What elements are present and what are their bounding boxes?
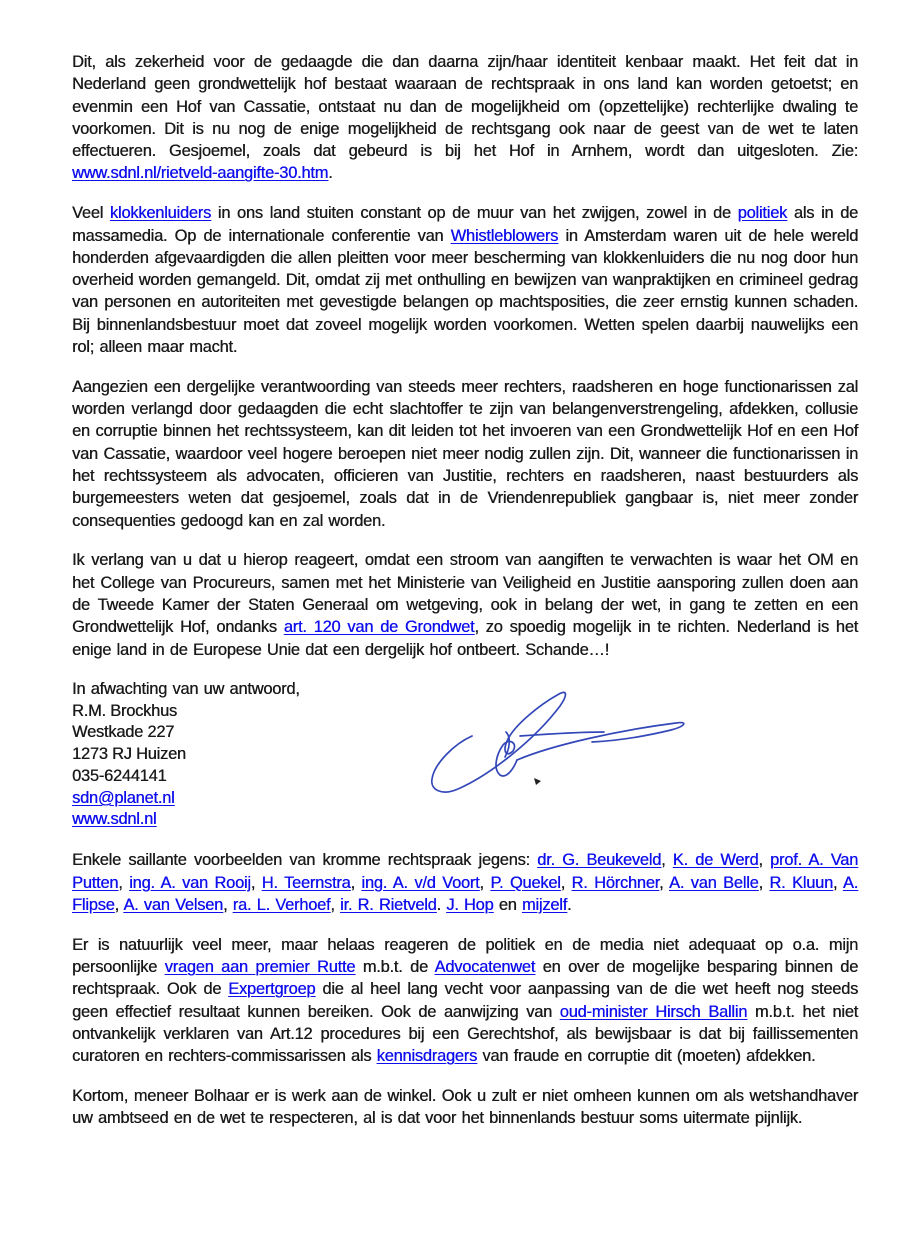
hyperlink[interactable]: A. Flipse — [72, 873, 858, 914]
sender-line — [72, 722, 858, 744]
paragraph-politiek-media — [72, 934, 858, 1068]
hyperlink[interactable]: K. de Werd — [672, 851, 759, 870]
text-run: Veel — [72, 204, 110, 223]
sender-contact-block — [72, 701, 858, 831]
text-run: Er is natuurlijk veel meer, maar helaas reageren de politiek en de media niet adequaat op o.a. mijn persoonlijke — [72, 935, 858, 976]
hyperlink[interactable]: Advocatenwet — [434, 957, 536, 976]
text-run: . — [436, 895, 447, 914]
text-run: m.b.t. de — [355, 957, 435, 976]
text-run: , — [659, 873, 670, 892]
sender-text: R.M. Brockhus — [72, 701, 177, 720]
hyperlink[interactable]: klokkenluiders — [109, 204, 211, 223]
paragraph-klokkenluiders — [72, 202, 858, 358]
hyperlink[interactable]: A. van Belle — [669, 873, 759, 892]
closing-salutation — [72, 678, 858, 700]
text-run: , — [832, 873, 843, 892]
hyperlink[interactable]: oud-minister Hirsch Ballin — [559, 1002, 748, 1021]
text-run: in ons land stuiten constant op de muur van het zwijgen, zowel in de — [210, 204, 738, 223]
text-run: , — [479, 873, 491, 892]
hyperlink[interactable]: kennisdragers — [376, 1047, 477, 1066]
text-run: m.b.t. het niet ontvankelijk verklaren van Art.12 procedures bij een Gerechtshof, als bewijsbaar is dat bij faillissementen curatoren en rechters-commissarissen als — [72, 1002, 858, 1066]
text-run: Kortom, meneer Bolhaar er is werk aan de winkel. Ook u zult er niet omheen kunnen om als wetshandhaver uw ambtseed en de wet te respecteren, al is dat voor het binnenlands bestuur soms uitermate pijnlijk. — [72, 1086, 858, 1128]
sender-line — [72, 809, 858, 831]
text-run: , — [758, 851, 771, 870]
paragraph-rechterlijke-dwaling — [72, 51, 858, 185]
hyperlink[interactable]: ing. A. van Rooij — [129, 873, 251, 892]
hyperlink[interactable]: sdn@planet.nl — [72, 788, 175, 807]
text-run: . — [328, 164, 333, 183]
text-run: van fraude en corruptie dit (moeten) afdekken. — [476, 1047, 816, 1066]
hyperlink[interactable]: www.sdnl.nl — [72, 810, 157, 829]
hyperlink[interactable]: prof. A. Van Putten — [72, 851, 858, 892]
text-run: , — [758, 873, 770, 892]
text-run: In afwachting van uw antwoord, — [72, 680, 300, 699]
text-run: Enkele saillante voorbeelden van kromme rechtspraak jegens: — [72, 851, 538, 870]
hyperlink[interactable]: ir. R. Rietveld — [340, 895, 437, 914]
hyperlink[interactable]: ing. A. v/d Voort — [361, 873, 480, 892]
hyperlink[interactable]: dr. G. Beukeveld — [537, 851, 662, 870]
text-run: als in de massamedia. Op de internationale conferentie van — [72, 204, 858, 245]
sender-line — [72, 744, 858, 766]
hyperlink[interactable]: ra. L. Verhoef — [232, 895, 331, 914]
sender-line — [72, 788, 858, 810]
text-run: , — [114, 895, 124, 914]
text-run: en — [493, 895, 522, 914]
hyperlink[interactable]: R. Kluun — [769, 873, 833, 892]
text-run: in Amsterdam waren uit de hele wereld honderden afgevaardigden die allen pleitten voor meer bescherming van klokkenluiders die nu nog door hun overheid worden gemangeld. Dit, omdat zij met onthulling en bewijzen van wanpraktijken en crimineel gedrag van personen en autoriteiten met gevestigde belangen op machtsposities, die zeer ernstig kunnen schaden. Bij binnenlandsbestuur moet dat zoveel mogelijk worden voorkomen. Wetten spelen daarbij nauwelijks een rol; alleen maar macht. — [72, 226, 859, 357]
text-run: , — [118, 873, 130, 892]
sender-text: Westkade 227 — [72, 723, 175, 742]
text-run: en over de mogelijke besparing binnen de rechtspraak. Ook de — [72, 957, 859, 999]
text-run: , — [330, 895, 341, 914]
sender-line — [72, 766, 858, 788]
hyperlink[interactable]: vragen aan premier Rutte — [164, 957, 356, 976]
hyperlink[interactable]: Expertgroep — [228, 980, 316, 999]
sender-line — [72, 701, 858, 723]
letter-body-bottom — [72, 849, 858, 1129]
text-run: die al heel lang vecht voor aanpassing van de die wet heeft nog steeds geen effectief resultaat kunnen bereiken. Ook de aanwijzing van — [72, 980, 858, 1021]
hyperlink[interactable]: A. van Velsen — [123, 895, 223, 914]
hyperlink[interactable]: H. Teernstra — [261, 873, 351, 892]
hyperlink[interactable]: P. Quekel — [490, 873, 561, 892]
paragraph-verzoek — [72, 549, 858, 660]
hyperlink[interactable]: Whistleblowers — [450, 226, 559, 245]
paragraph-verantwoording — [72, 376, 858, 532]
text-run: Aangezien een dergelijke verantwoording van steeds meer rechters, raadsheren en hoge functionarissen zal worden verlangd door gedaagden die echt slachtoffer te zijn van belangenverstrengeling, afdekken, collusie en corruptie binnen het rechtssysteem, kan dit leiden tot het invoeren van een Grondwettelijk Hof en een Hof van Cassatie, waardoor veel hogere beroepen niet meer nodig zullen zijn. Dit, wanneer die functionarissen in het rechtssysteem als advocaten, officieren van Justitie, rechters en raadsheren, naast bestuurders als burgemeesters weten dat gesjoemel, zoals dat in de Vriendenrepubliek gangbaar is, niet meer zonder consequenties gedoogd kan en zal worden. — [72, 377, 858, 530]
text-run: , — [560, 873, 572, 892]
sender-text: 1273 RJ Huizen — [72, 745, 186, 764]
text-run: , — [250, 873, 262, 892]
signature-block — [72, 701, 858, 832]
text-run: , — [222, 895, 233, 914]
text-run: . — [566, 895, 572, 914]
sender-text: 035-6244141 — [72, 766, 167, 785]
text-run: Ik verlang van u dat u hierop reageert, omdat een stroom van aangiften te verwachten is waar het OM en het College van Procureurs, samen met het Ministerie van Veiligheid en Justitie aansporing zullen doen aan de Tweede Kamer der Staten Generaal om wetgeving, ook in belang der wet, in gang te zetten en een Grondwettelijk Hof, ondanks — [72, 551, 858, 637]
text-run: , — [350, 873, 362, 892]
hyperlink[interactable]: mijzelf — [521, 895, 567, 914]
hyperlink[interactable]: politiek — [737, 204, 788, 223]
text-run: , zo spoedig mogelijk in te richten. Nederland is het enige land in de Europese Unie dat een dergelijk hof ontbeert. Schande…! — [72, 618, 858, 659]
paragraph-slot — [72, 1085, 858, 1130]
text-run: , — [661, 851, 673, 870]
text-run: Dit, als zekerheid voor de gedaagde die dan daarna zijn/haar identiteit kenbaar maakt. Het feit dat in Nederland geen grondwettelijk hof bestaat waaraan de rechtspraak in ons land kan worden getoetst; en evenmin een Hof van Cassatie, ontstaat nu dan de mogelijkheid om (opzettelijke) rechterlijke dwaling te voorkomen. Dit is nu nog de enige mogelijkheid de rechtsgang ook naar de geest van de wet te laten effectueren. Gesjoemel, zoals dat gebeurd is bij het Hof in Arnhem, wordt dan uitgesloten. Zie: — [72, 53, 858, 161]
letter-body-top — [72, 51, 858, 701]
hyperlink[interactable]: art. 120 van de Grondwet — [283, 618, 475, 637]
paragraph-voorbeelden — [72, 849, 858, 916]
hyperlink[interactable]: www.sdnl.nl/rietveld-aangifte-30.htm — [72, 164, 329, 183]
hyperlink[interactable]: J. Hop — [446, 895, 494, 914]
hyperlink[interactable]: R. Hörchner — [571, 873, 659, 892]
